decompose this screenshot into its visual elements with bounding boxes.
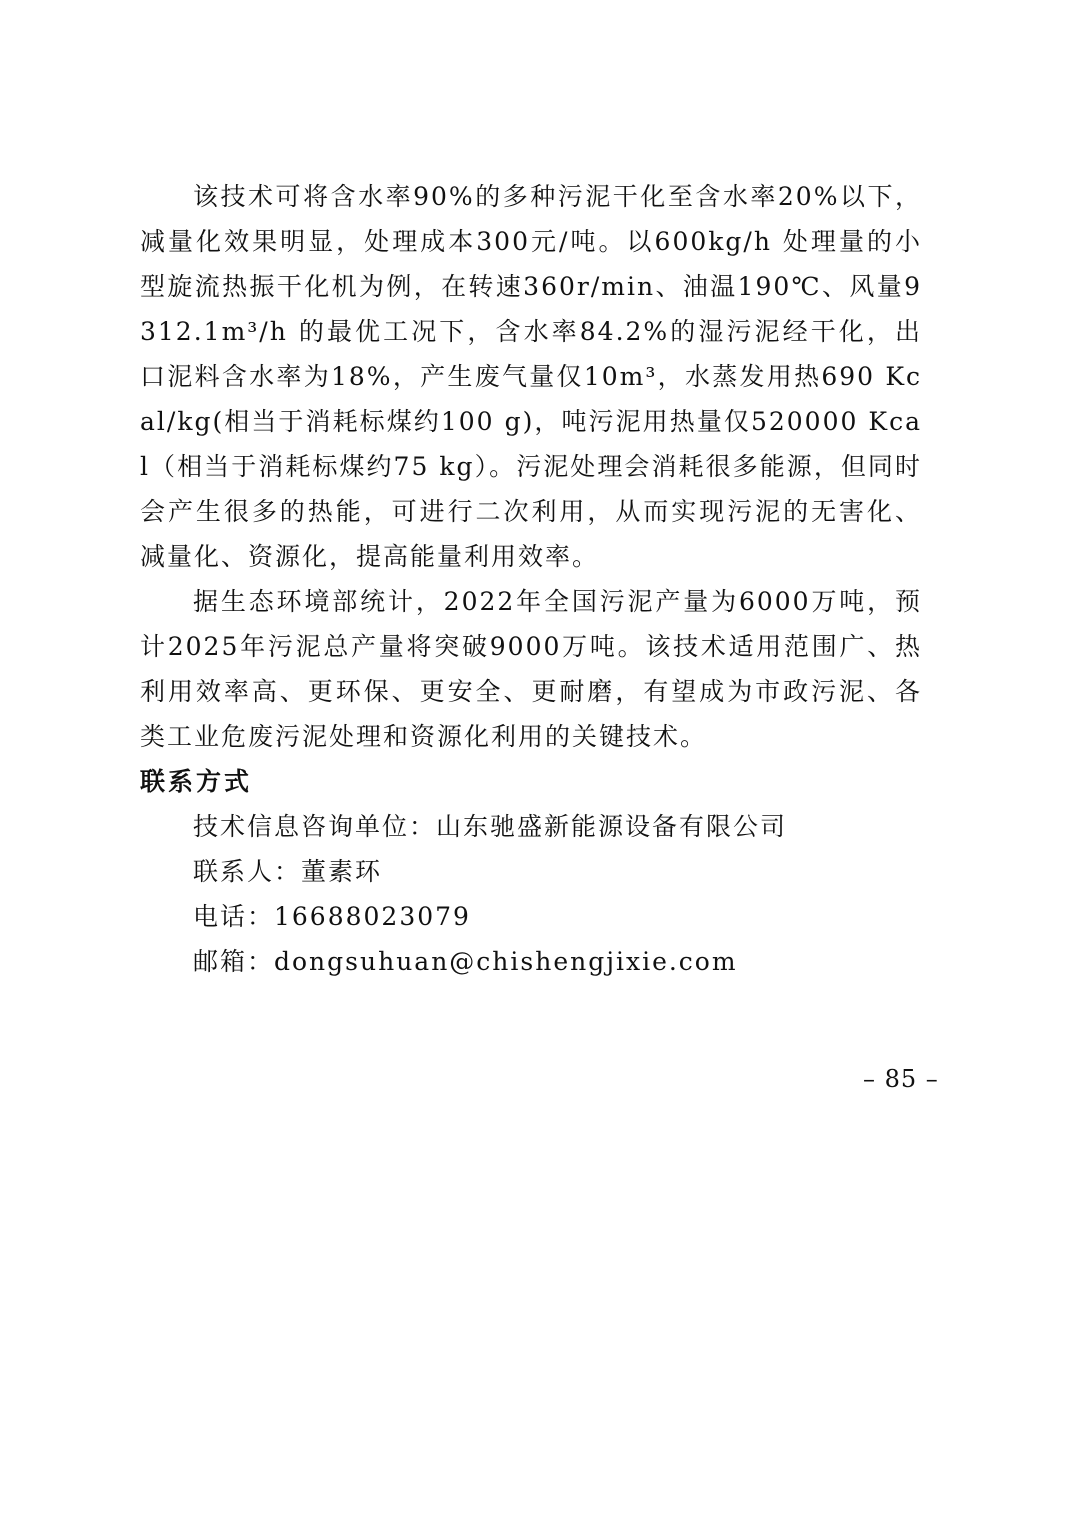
contact-unit: 技术信息咨询单位：山东驰盛新能源设备有限公司 [193,812,788,841]
contact-person: 联系人：董素环 [193,857,383,886]
contact-heading: 联系方式 [140,767,253,796]
page-number: – 85 – [863,1065,939,1093]
paragraph-technology-performance: 该技术可将含水率90%的多种污泥干化至含水率20%以下，减量化效果明显，处理成本300元/吨。以600kg/h 处理量的小型旋流热振干化机为例，在转速360r/min、油温190℃、风量9312.1m³/h 的最优工况下，含水率84.2%的湿污泥经干化，出口泥料含水率为18%，产生废气量仅10m³，水蒸发用热690 Kcal/kg(相当于消耗标煤约100 g)，吨污泥用热量仅520000 Kcal（相当于消耗标煤约75 kg）。污泥处理会消耗很多能源，但同时会产生很多的热能，可进行二次利用，从而实现污泥的无害化、减量化、资源化，提高能量利用效率。 [140,182,922,571]
contact-email: 邮箱：dongsuhuan@chishengjixie.com [193,947,738,976]
contact-phone: 电话：16688023079 [193,902,471,931]
document-body [140,174,922,984]
paragraph-market-outlook: 据生态环境部统计，2022年全国污泥产量为6000万吨，预计2025年污泥总产量将突破9000万吨。该技术适用范围广、热利用效率高、更环保、更安全、更耐磨，有望成为市政污泥、各类工业危废污泥处理和资源化利用的关键技术。 [140,587,922,751]
